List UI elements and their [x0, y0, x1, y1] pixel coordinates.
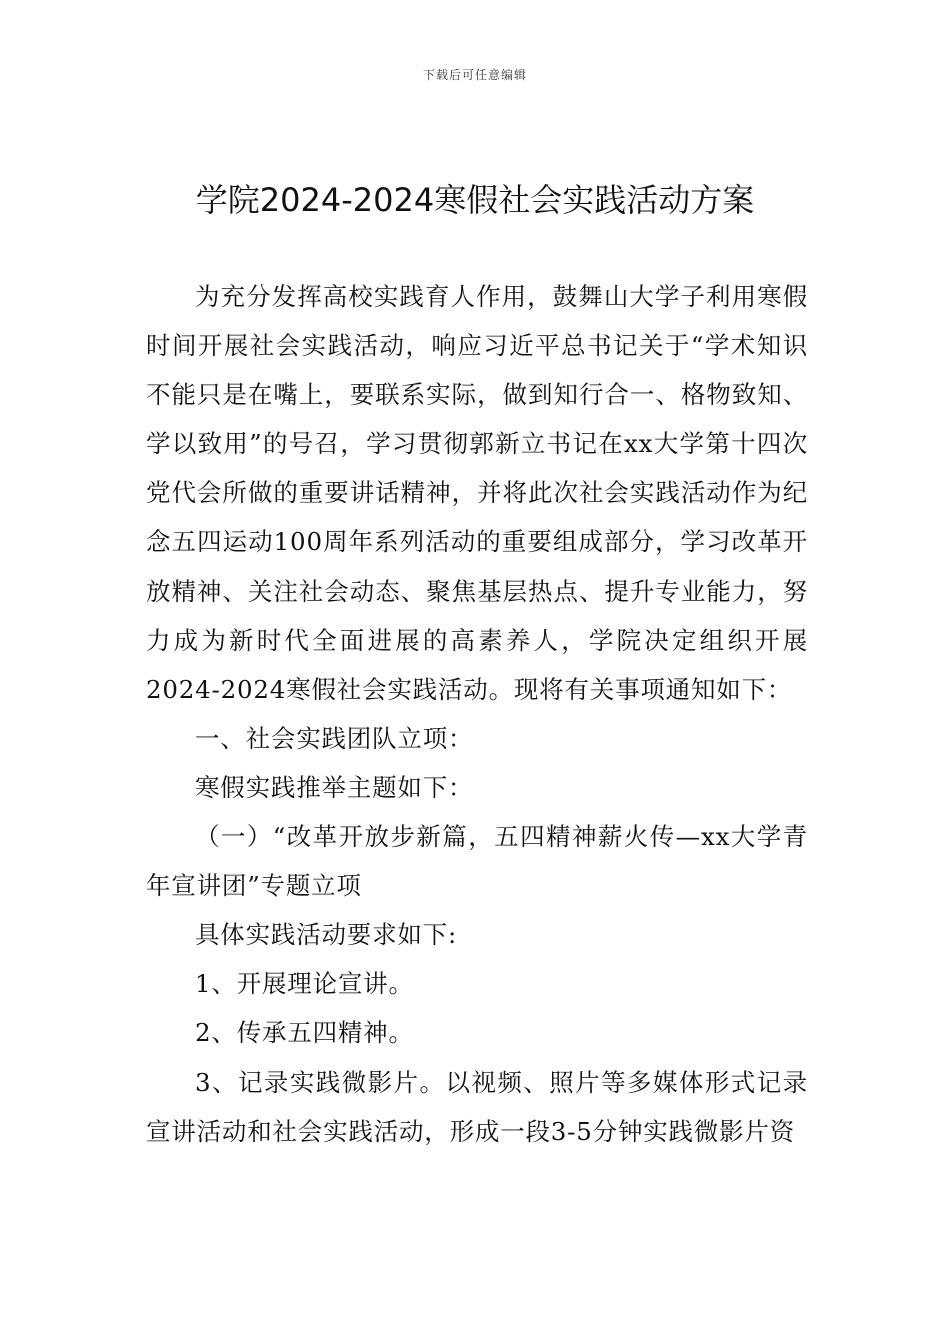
- paragraph-requirements-intro: 具体实践活动要求如下:: [195, 920, 458, 950]
- paragraph-intro: 为充分发挥高校实践育人作用，鼓舞山大学子利用寒假时间开展社会实践活动，响应习近平总书记关于“学术知识不能只是在嘴上，要联系实际，做到知行合一、格物致知、学以致用”的号召，学习贯彻郭新立书记在xx大学第十四次党代会所做的重要讲话精神，并将此次社会实践活动作为纪念五四运动100周年系列活动的重要组成部分，学习改革开放精神、关注社会动态、聚焦基层热点、提升专业能力，努力成为新时代全面进展的高素养人，学院决定组织开展2024-2024寒假社会实践活动。现将有关事项通知如下：: [146, 282, 808, 704]
- section-heading-team-projects: 一、社会实践团队立项：: [195, 723, 474, 753]
- paragraph-themes-intro: 寒假实践推举主题如下：: [195, 772, 474, 802]
- list-item-3: 3、记录实践微影片。以视频、照片等多媒体形式记录宣讲活动和社会实践活动，形成一段3-5分钟实践微影片资: [146, 1067, 808, 1146]
- header-note: 下载后可任意编辑: [422, 68, 527, 82]
- paragraph-theme-one: （一）“改革开放步新篇，五四精神薪火传—xx大学青年宣讲团”专题立项: [146, 822, 808, 901]
- list-item-1: 1、开展理论宣讲。: [195, 969, 414, 999]
- list-item-2: 2、传承五四精神。: [195, 1018, 414, 1048]
- document-body: [146, 272, 808, 1156]
- document-title: 学院2024-2024寒假社会实践活动方案: [195, 181, 755, 219]
